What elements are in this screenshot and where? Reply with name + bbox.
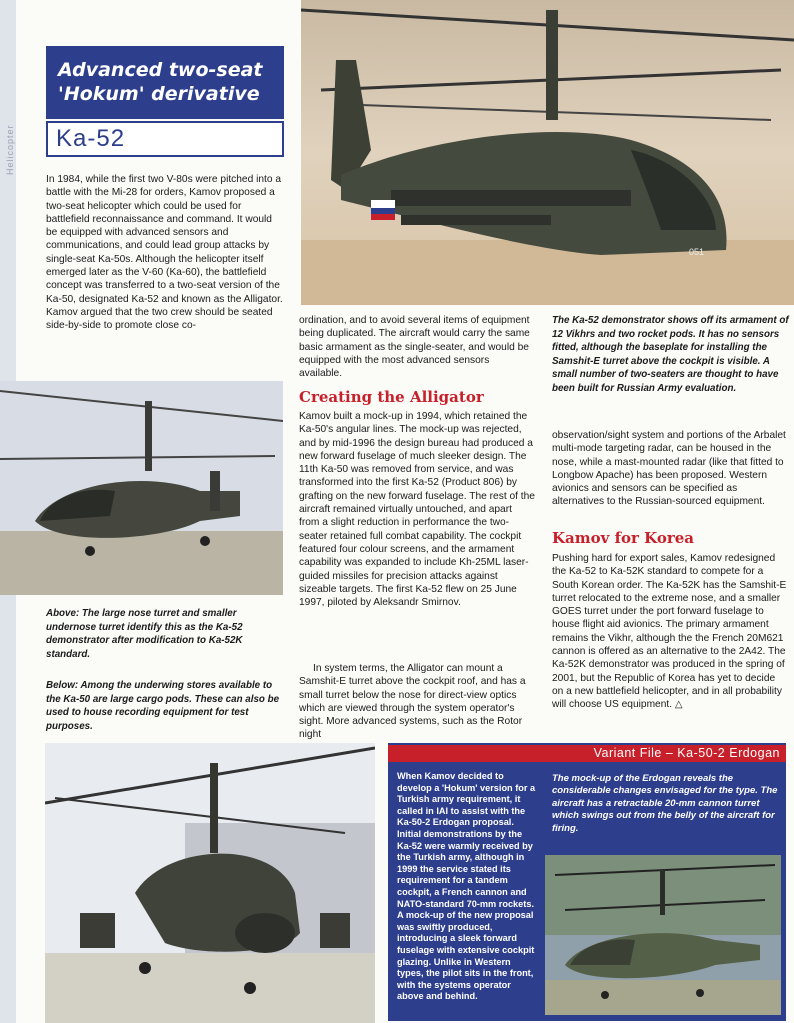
title-banner <box>46 46 284 119</box>
photo-erdogan-mockup <box>545 855 781 1015</box>
variant-file-caption: The mock-up of the Erdogan reveals the considerable changes envisaged for the type. The aircraft has a retractable 20-mm cannon turret which swings out from the belly of the aircraft for firing. <box>552 773 778 834</box>
heading-kamov-korea: Kamov for Korea <box>552 529 695 547</box>
photo-ka52-demonstrator <box>301 0 794 305</box>
helicopter-photo-left <box>0 381 283 595</box>
variant-file-title: Variant File – Ka-50-2 Erdogan <box>593 746 780 760</box>
alligator-paragraph-1: Kamov built a mock-up in 1994, which retained the Ka-50's angular lines. The mock-up was rejected, and by mid-1996 the design bureau had produced a new forward fuselage of much sleeker design. The 11th Ka-50 was removed from service, and was transformed into the first Ka-52 (Product 806) by grafting on the new forward fuselage. The rest of the aircraft remained virtually untouched, and apart from a slight reduction in performance the two-seater retained full combat capability. The cockpit featured four colour screens, and the armament capability was expanded to include Kh-25ML laser-guided missiles for precision attacks against sizeable targets. The first Ka-52 flew on 25 June 1997, piloted by Aleksandr Smirnov. <box>299 411 535 609</box>
korea-text: Pushing hard for export sales, Kamov redesigned the Ka-52 to Ka-52K standard to compete for a South Korean order. The Ka-52K has the Samshit-E turret relocated to the extreme nose, and a smaller GOES turret under the port forward fuselage to house flight aid avionics. The primary armament remains the Vikhr, although the the French 20M621 cannon is offered as an alternative to the 2A42. The Ka-52K demonstrator was produced in the spring of 2001, but the Republic of Korea has yet to decide on a new battlefield helicopter, and in all probability will choose US equipment. <box>552 553 787 711</box>
variant-file-text: When Kamov decided to develop a 'Hokum' version for a Turkish army requirement, it called in IAI to assist with the Ka-50-2 Erdogan proposal. Initial demonstrations by the Ka-52 were warmly received by the Turkish army, although in 1999 the service stated its requirement for a tandem cockpit, a French cannon and NATO-standard 70-mm rockets. A mock-up of the new proposal was swiftly produced, introducing a sleek forward fuselage with extensive cockpit glazing. Unlike in Western types, the pilot sits in the front, with the systems operator above and behind. <box>397 771 536 1002</box>
variant-file-header <box>388 745 786 762</box>
caption-above: Above: The large nose turret and smaller undernose turret identify this as the Ka-52 demonstrator after modification to Ka-52K standard. <box>46 608 243 660</box>
col3-paragraph: observation/sight system and portions of the Arbalet multi-mode targeting radar, can be housed in the nose, while a mast-mounted radar (like that fitted to Longbow Apache) has been proposed. Western avionics and sensors can be specified as alternatives to the Russian-sourced equipment. <box>552 430 786 508</box>
helicopter-photo-erdogan <box>545 855 781 1015</box>
intro-paragraph: In 1984, while the first two V-80s were pitched into a battle with the Mi-28 for orders, Kamov proposed a two-seat helicopter which could be used for battlefield reconnaissance and command. It would be equipped with advanced sensors and communications, and could lead group attacks by single-seat Ka-50s. Although the helicopter itself emerged later as the V-60 (Ka-60), the battlefield concept was transferred to a two-seat version of the Ka-50, designated Ka-52 and known as the Alligator. Kamov argued that the two crew should be seated side-by-side to promote close co- <box>46 174 283 332</box>
photo-ka50-cargo-pods <box>45 743 375 1023</box>
korea-paragraph <box>552 552 788 712</box>
title-line-2: 'Hokum' derivative <box>58 83 260 105</box>
caption-below: Below: Among the underwing stores available to the Ka-50 are large cargo pods. These can also be used to house recording equipment for test purposes. <box>46 680 280 732</box>
title-line-1: Advanced two-seat <box>58 59 263 81</box>
photo-marking: 051 <box>689 247 705 257</box>
section-label: Helicopter <box>5 124 15 175</box>
heading-creating-alligator: Creating the Alligator <box>299 388 484 406</box>
helicopter-photo-bottom <box>45 743 375 1023</box>
model-name-box <box>46 121 284 157</box>
photo-ka52k <box>0 381 283 595</box>
col2-top-paragraph: ordination, and to avoid several items of equipment being duplicated. The aircraft would carry the same basic armament as the single-seater, and would be equipped with the most advanced sensors available. <box>299 315 530 380</box>
helicopter-photo-top <box>301 0 794 305</box>
caption-top-photo: The Ka-52 demonstrator shows off its armament of 12 Vikhrs and two rocket pods. It has no sensors fitted, although the baseplate for installing the Samshit-E turret above the cockpit is visible. A small number of two-seaters are thought to have been built for Russian Army evaluation. <box>552 315 789 394</box>
model-name: Ka-52 <box>56 125 126 152</box>
end-mark-icon: △ <box>674 699 683 711</box>
alligator-paragraph-2: In system terms, the Alligator can mount a Samshit-E turret above the cockpit roof, and has a small turret below the nose for direct-view optics which are viewed through the system operator's sight. More advanced systems, such as the Rotor night <box>299 663 526 741</box>
